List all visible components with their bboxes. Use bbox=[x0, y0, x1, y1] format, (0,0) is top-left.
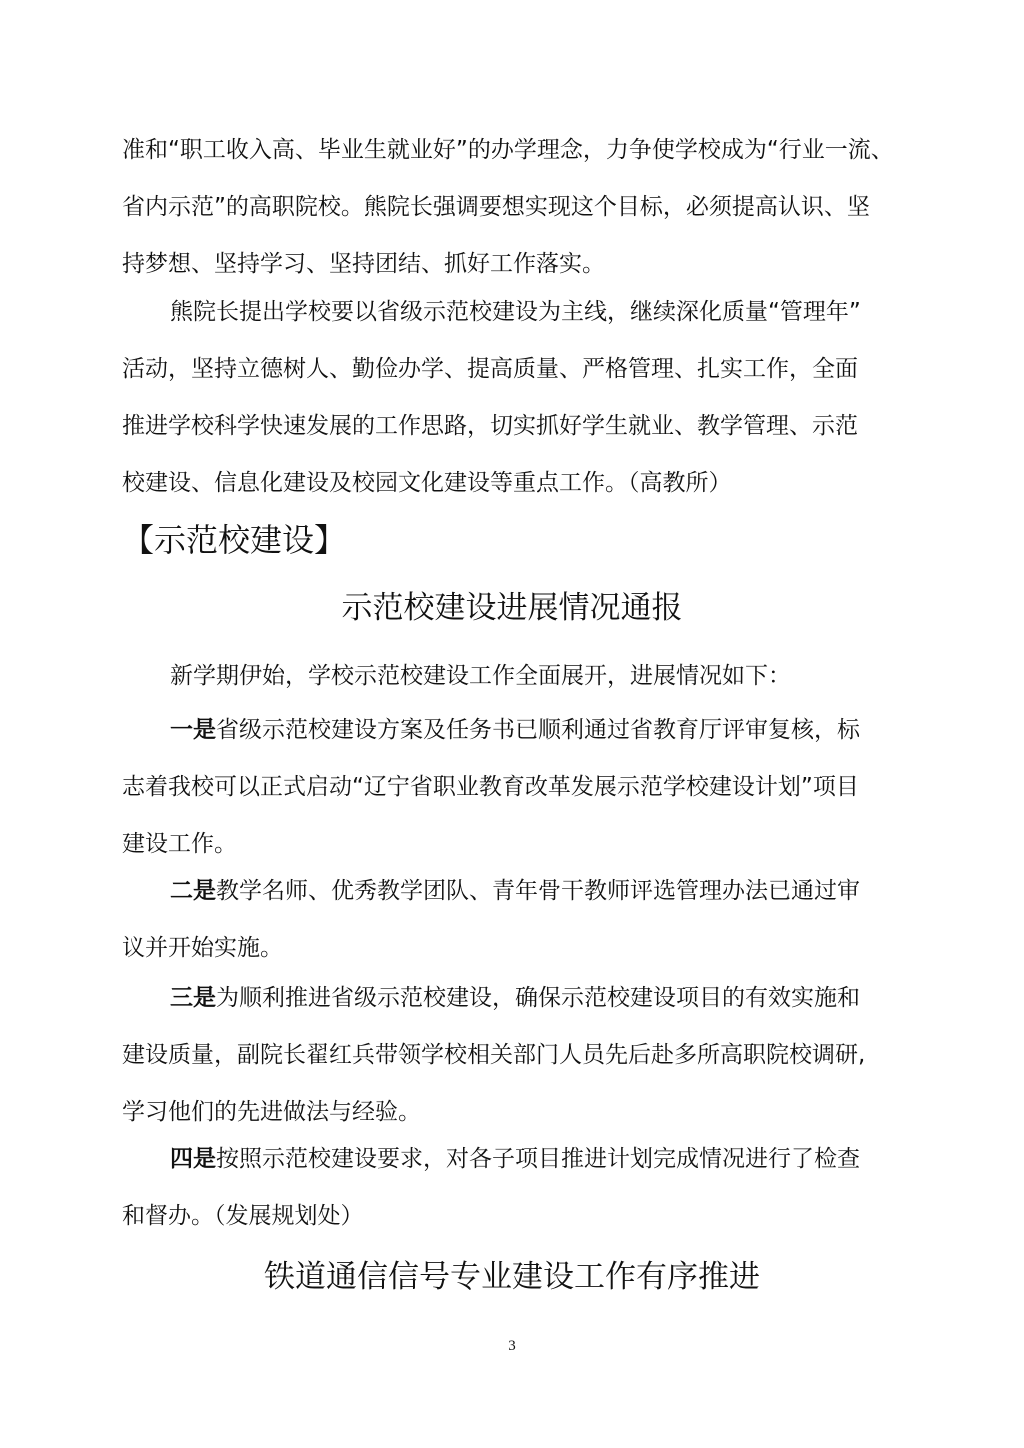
text-line: 议并开始实施。 bbox=[122, 935, 283, 961]
progress-item-2 bbox=[122, 863, 904, 977]
article-title: 铁道通信信号专业建设工作有序推进 bbox=[264, 1259, 760, 1295]
section-title: 【示范校建设】 bbox=[122, 521, 347, 559]
item-lead: 一是 bbox=[170, 717, 216, 743]
page-number: 3 bbox=[508, 1338, 516, 1354]
item-text: 教学名师、优秀教学团队、青年骨干教师评选管理办法已通过审 bbox=[216, 878, 860, 904]
text-line bbox=[122, 863, 904, 920]
progress-item-3 bbox=[122, 970, 904, 1141]
text-line: 校建设、信息化建设及校园文化建设等重点工作。（高教所） bbox=[122, 470, 732, 496]
text-line: 和督办。（发展规划处） bbox=[122, 1203, 364, 1229]
text-line: 准和“职工收入高、毕业生就业好”的办学理念，力争使学校成为“行业一流、 bbox=[122, 137, 894, 163]
item-lead: 四是 bbox=[170, 1146, 216, 1172]
item-text: 为顺利推进省级示范校建设，确保示范校建设项目的有效实施和 bbox=[216, 985, 860, 1011]
item-lead: 二是 bbox=[170, 878, 216, 904]
text-line: 省内示范”的高职院校。熊院长强调要想实现这个目标，必须提高认识、坚 bbox=[122, 194, 870, 220]
progress-item-1 bbox=[122, 702, 904, 873]
paragraph-continued bbox=[122, 122, 904, 293]
text-line: 熊院长提出学校要以省级示范校建设为主线，继续深化质量“管理年” bbox=[170, 299, 861, 325]
text-line: 学习他们的先进做法与经验。 bbox=[122, 1099, 421, 1125]
text-line bbox=[122, 702, 904, 759]
article-title: 示范校建设进展情况通报 bbox=[341, 590, 683, 626]
article-intro bbox=[122, 648, 904, 705]
text-line: 建设工作。 bbox=[122, 831, 237, 857]
text-line: 推进学校科学快速发展的工作思路，切实抓好学生就业、教学管理、示范 bbox=[122, 413, 858, 439]
text-line: 持梦想、坚持学习、坚持团结、抓好工作落实。 bbox=[122, 251, 605, 277]
item-text: 省级示范校建设方案及任务书已顺利通过省教育厅评审复核，标 bbox=[216, 717, 860, 743]
text-line bbox=[122, 1131, 904, 1188]
item-lead: 三是 bbox=[170, 985, 216, 1011]
text-line: 活动，坚持立德树人、勤俭办学、提高质量、严格管理、扎实工作，全面 bbox=[122, 356, 858, 382]
text-line bbox=[122, 970, 904, 1027]
item-text: 按照示范校建设要求，对各子项目推进计划完成情况进行了检查 bbox=[216, 1146, 860, 1172]
text-line: 志着我校可以正式启动“辽宁省职业教育改革发展示范学校建设计划”项目 bbox=[122, 774, 859, 800]
paragraph-president-remarks bbox=[122, 284, 904, 512]
text-line: 新学期伊始，学校示范校建设工作全面展开，进展情况如下： bbox=[170, 663, 791, 689]
text-line: 建设质量，副院长翟红兵带领学校相关部门人员先后赴多所高职院校调研, bbox=[122, 1042, 866, 1068]
progress-item-4 bbox=[122, 1131, 904, 1245]
